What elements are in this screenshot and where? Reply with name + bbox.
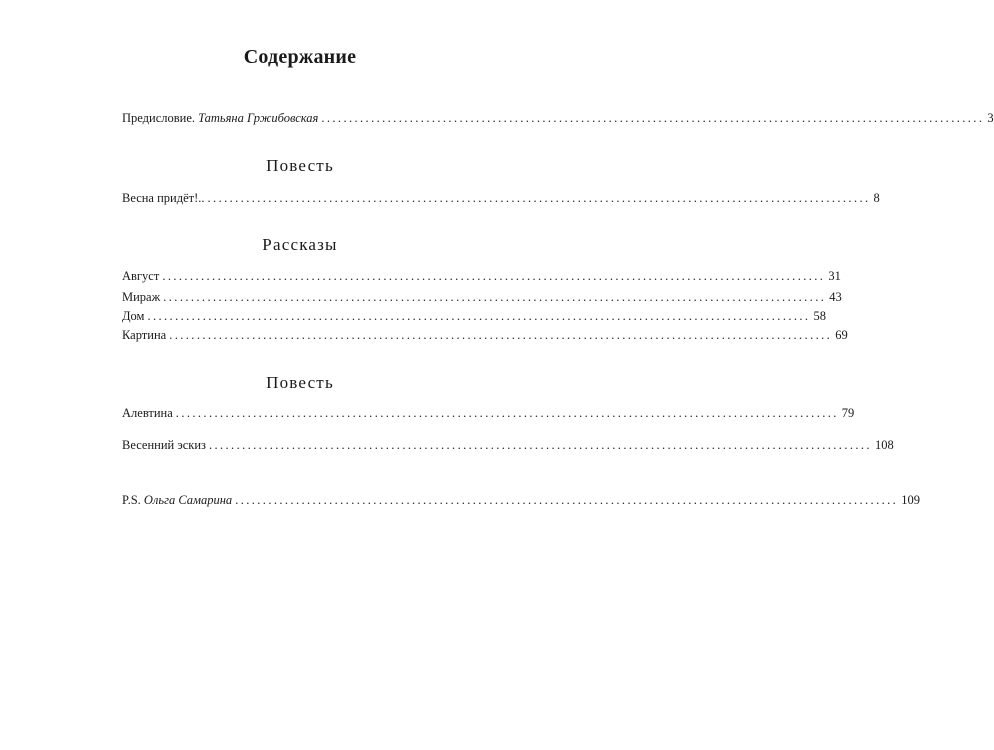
toc-entry-dom[interactable] [122, 308, 826, 324]
leader-dots: ........................................................................................................................ [207, 191, 871, 205]
leader-dots: ........................................................................................................................ [208, 438, 872, 452]
page-title: Содержание [243, 46, 357, 68]
toc-entry-page: 8 [873, 191, 880, 205]
toc-entry-author: Ольга Самарина [143, 493, 233, 507]
toc-entry-label: Алевтина [122, 406, 173, 420]
leader-dots: ........................................................................................................................ [321, 111, 985, 125]
toc-entry-page: 43 [829, 290, 842, 304]
leader-dots: ........................................................................................................................ [235, 493, 899, 507]
section-heading-povest-2: Повесть [266, 373, 334, 392]
toc-entry-page: 58 [813, 309, 826, 323]
toc-entry-page: 79 [841, 406, 855, 420]
toc-entry-title: P.S. [122, 493, 141, 507]
leader-dots: ........................................................................................................................ [175, 406, 839, 420]
toc-entry-title: Предисловие. [122, 111, 196, 125]
toc-entry-page: 31 [828, 269, 841, 283]
section-heading-povest-1: Повесть [266, 156, 334, 175]
toc-entry-preface[interactable] [122, 110, 994, 126]
toc-entry-page: 3 [987, 111, 994, 125]
toc-entry-avgust[interactable] [122, 268, 841, 284]
toc-entry-page: 108 [874, 438, 894, 452]
toc-entry-kartina[interactable] [122, 327, 848, 343]
toc-entry-label: Мираж [122, 290, 161, 304]
leader-dots: ........................................................................................................................ [163, 290, 827, 304]
toc-entry-label: Весна придёт!.. [122, 191, 205, 205]
leader-dots: ........................................................................................................................ [162, 269, 826, 283]
toc-entry-label [122, 492, 232, 508]
toc-entry-vesna[interactable] [122, 190, 880, 206]
toc-entry-alevtina[interactable] [122, 405, 855, 421]
leader-dots: ........................................................................................................................ [169, 328, 833, 342]
toc-entry-vesenniy-eskiz[interactable] [122, 437, 894, 453]
toc-entry-page: 109 [901, 493, 920, 507]
toc-entry-author: Татьяна Гржибовская [198, 111, 319, 125]
toc-entry-label [122, 110, 318, 126]
toc-entry-label: Дом [122, 309, 145, 323]
toc-entry-label: Картина [122, 328, 167, 342]
toc-entry-afterword[interactable] [122, 492, 920, 508]
toc-entry-label: Август [122, 269, 160, 283]
toc-entry-label: Весенний эскиз [122, 438, 206, 452]
toc-entry-page: 69 [835, 328, 848, 342]
section-heading-rasskazy: Рассказы [262, 235, 338, 254]
leader-dots: ........................................................................................................................ [147, 309, 811, 323]
toc-entry-mirazh[interactable] [122, 289, 842, 305]
